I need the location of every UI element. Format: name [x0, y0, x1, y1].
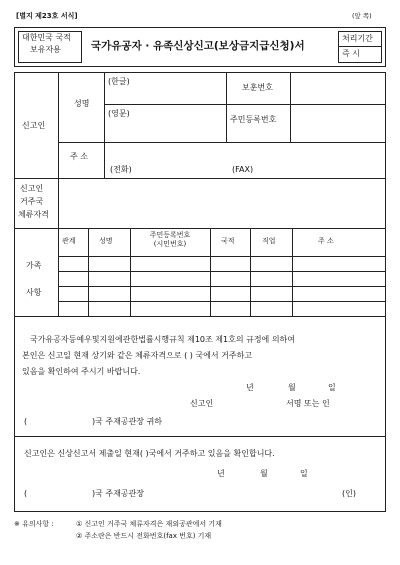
english-name-label: (영문)	[108, 109, 130, 118]
confirmation-open-paren: (	[24, 489, 28, 498]
address-label: 주 소	[70, 152, 88, 161]
family-row-divider	[58, 271, 386, 272]
family-label-line2: 사항	[26, 288, 42, 297]
form-number-label: [별지 제23호 서식]	[16, 12, 78, 20]
confirmation-seal: (인)	[342, 489, 356, 498]
family-row-divider	[58, 256, 386, 257]
declaration-line2: 본인은 신고일 현재 상기와 같은 체류자격으로 ( ) 국에서 거주하고	[22, 351, 253, 360]
declaration-reporter-label: 신고인	[190, 399, 214, 408]
family-header-relation: 관계	[62, 237, 76, 245]
confirmation-consul-line: )국 주재공관장	[92, 489, 145, 498]
processing-divider	[338, 46, 382, 47]
residence-label-line3: 체류자격	[18, 210, 49, 219]
family-col-divider	[292, 228, 293, 316]
declaration-line3: 있음을 확인하여 주시기 바랍니다.	[22, 367, 141, 376]
id-label-left-divider	[226, 72, 227, 142]
declaration-date-year: 년	[246, 383, 254, 392]
residence-label-line2: 거주국	[20, 197, 44, 206]
id-label-right-divider	[290, 72, 291, 142]
keep-label-line2: 보유자용	[30, 45, 61, 54]
page-side-label: (앞 쪽)	[352, 12, 372, 20]
declaration-line1: 국가유공자등예우및지원에관한법률시행규칙 제10조 제1호의 규정에 의하여	[30, 335, 296, 344]
confirmation-line1: 신고인은 신상신고서 제출일 현재( )국에서 거주하고 있음을 확인합니다.	[24, 449, 275, 458]
family-row-divider	[58, 286, 386, 287]
form-title: 국가유공자 · 유족신상신고(보상금지급신청)서	[91, 40, 305, 52]
korean-name-label: (한글)	[108, 77, 130, 86]
family-header-name: 성명	[99, 237, 113, 245]
family-header-resident-number: 주민등록번호 (시민번호)	[149, 231, 191, 248]
family-top-divider	[14, 228, 386, 229]
note-2: ② 주소란은 반드시 전화번호(fax 번호) 기재	[76, 532, 212, 540]
family-header-occupation: 직업	[262, 237, 276, 245]
declaration-open-paren: (	[24, 417, 28, 426]
declaration-date-month: 월	[288, 383, 296, 392]
confirmation-date-day: 일	[300, 469, 308, 478]
bohun-number-label: 보훈번호	[242, 83, 273, 92]
reporter-field-divider	[104, 72, 105, 178]
residence-top-divider	[14, 178, 386, 179]
family-header-address: 주 소	[318, 237, 334, 245]
id-rows-divider	[226, 104, 386, 105]
name-address-divider	[58, 142, 386, 143]
family-col-divider	[210, 228, 211, 316]
family-label-line1: 가족	[26, 261, 42, 270]
declaration-date-day: 일	[328, 383, 336, 392]
confirmation-date-month: 월	[260, 469, 268, 478]
reporter-label-divider	[58, 72, 59, 178]
notes-prefix: ※ 유의사항 :	[14, 520, 54, 528]
name-label: 성명	[74, 99, 90, 108]
note-1: ① 신고인 거주국 체류자격은 재외공관에서 기재	[76, 520, 222, 528]
family-col-divider	[250, 228, 251, 316]
family-label-divider	[58, 228, 59, 316]
family-header-nationality: 국적	[221, 237, 235, 245]
main-form-frame	[14, 72, 386, 512]
keep-label-line1: 대한민국 국적	[22, 33, 71, 42]
declaration-signature-label: 서명 또는 인	[286, 399, 330, 408]
processing-label: 처리기간	[342, 34, 373, 43]
declaration-top-divider	[14, 316, 386, 317]
residence-label-divider	[58, 178, 59, 228]
phone-label: (전화)	[110, 165, 132, 174]
confirmation-date-year: 년	[217, 469, 225, 478]
declaration-consul-line: )국 주재공관장 귀하	[92, 417, 163, 426]
fax-label: (FAX)	[232, 165, 254, 174]
processing-value: 즉 시	[342, 49, 360, 58]
residence-label-line1: 신고인	[20, 184, 44, 193]
reporter-section-label: 신고인	[22, 121, 46, 130]
resident-number-label: 주민등록번호	[230, 115, 277, 124]
family-col-divider	[88, 228, 89, 316]
family-row-divider	[58, 301, 386, 302]
confirmation-top-divider	[14, 436, 386, 437]
